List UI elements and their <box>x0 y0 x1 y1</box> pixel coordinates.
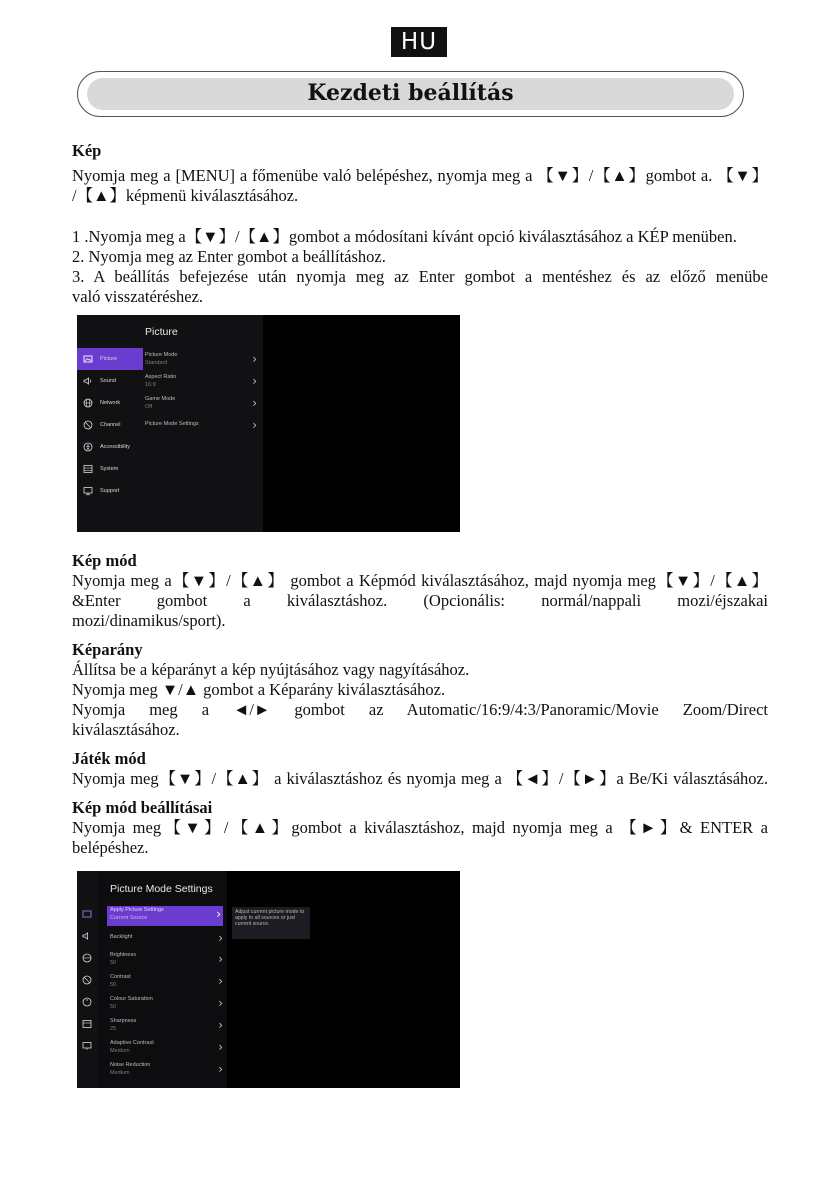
option-game-mode[interactable] <box>145 395 257 413</box>
chevron-right-icon: › <box>218 1018 223 1032</box>
paragraph-line: &Enter gombot a kiválasztáshoz. (Opcionális: normál/nappali mozi/éjszakai <box>72 591 768 610</box>
step-2: 2. Nyomja meg az Enter gombot a beállításhoz. <box>72 247 386 266</box>
paragraph-line: belépéshez. <box>72 838 149 857</box>
language-badge: HU <box>391 27 447 57</box>
option-value: 25 <box>110 1026 117 1032</box>
title-banner <box>77 71 744 117</box>
nav-item-picture[interactable] <box>77 348 143 370</box>
nav-item-accessibility[interactable] <box>77 436 143 458</box>
paragraph-line: kiválasztásához. <box>72 720 180 739</box>
nav-label: Network <box>100 400 121 406</box>
option-label: Noise Reduction <box>110 1062 151 1068</box>
chevron-right-icon: › <box>218 952 223 966</box>
option-label: Picture Mode <box>145 352 178 358</box>
option-value: Off <box>145 404 153 410</box>
option-label: Adaptive Contrast <box>110 1040 154 1046</box>
chevron-right-icon: › <box>218 996 223 1010</box>
chevron-right-icon: › <box>252 374 257 388</box>
paragraph-line: Nyomja meg a【▼】/【▲】 gombot a Képmód kiválasztásához, majd nyomja meg【▼】/【▲】 <box>72 571 768 590</box>
option-value: Medium <box>110 1070 130 1076</box>
chevron-right-icon: › <box>218 931 223 945</box>
accessibility-icon <box>77 997 97 1007</box>
chevron-right-icon: › <box>216 907 221 921</box>
nav-label: Accessibility <box>100 444 130 450</box>
nav-item-system[interactable] <box>77 458 143 480</box>
tv-menu-screenshot-picture <box>77 315 460 532</box>
option-brightness[interactable] <box>110 951 223 969</box>
section-heading: Kép mód beállításai <box>72 798 213 817</box>
option-label: Aspect Ratio <box>145 374 177 380</box>
option-label: Picture Mode Settings <box>145 421 199 427</box>
section-heading: Kép mód <box>72 551 137 570</box>
option-colour-saturation[interactable] <box>110 995 223 1013</box>
section-aspect-ratio <box>72 640 768 740</box>
section-picture-mode-settings <box>72 798 768 858</box>
chevron-right-icon: › <box>218 1062 223 1076</box>
option-noise-reduction[interactable] <box>110 1061 223 1079</box>
paragraph-line: Nyomja meg【▼】/【▲】 a kiválasztáshoz és nyomja meg a 【◄】/【►】a Be/Ki választásához. <box>72 769 768 788</box>
menu-title: Picture Mode Settings <box>110 883 213 895</box>
globe-icon <box>83 398 93 408</box>
section-heading: Játék mód <box>72 749 146 768</box>
option-label: Colour Saturation <box>110 996 153 1002</box>
speaker-icon <box>77 931 97 941</box>
option-description: Adjust current picture mode to apply to all sources or just current source. <box>232 907 310 939</box>
option-label: Backlight <box>110 934 133 940</box>
option-picture-mode-settings[interactable] <box>145 420 257 432</box>
nav-label: Sound <box>100 378 116 384</box>
chevron-right-icon: › <box>218 974 223 988</box>
paragraph-line: Állítsa be a képarányt a kép nyújtásához vagy nagyításához. <box>72 660 470 679</box>
option-value: 50 <box>110 960 117 966</box>
option-value: 16:9 <box>145 382 156 388</box>
option-aspect-ratio[interactable] <box>145 373 257 391</box>
paragraph-line: Nyomja meg【▼】/【▲】gombot a kiválasztáshoz, majd nyomja meg a 【►】& ENTER a <box>72 818 768 837</box>
nav-label: Channel <box>100 422 121 428</box>
option-contrast[interactable] <box>110 973 223 991</box>
chevron-right-icon: › <box>218 1040 223 1054</box>
option-value: 50 <box>110 1004 117 1010</box>
paragraph-line: /【▲】képmenü kiválasztásához. <box>72 186 299 205</box>
nav-item-channel[interactable] <box>77 414 143 436</box>
section-picture-mode <box>72 551 768 631</box>
nav-item-network[interactable] <box>77 392 143 414</box>
option-sharpness[interactable] <box>110 1017 223 1035</box>
option-value: Current Source <box>110 915 148 921</box>
nav-label: System <box>100 466 119 472</box>
nav-item-sound[interactable] <box>77 370 143 392</box>
option-apply-picture-settings[interactable] <box>107 906 223 926</box>
option-value: 50 <box>110 982 117 988</box>
option-value: Standard <box>145 360 168 366</box>
paragraph-line: Nyomja meg a [MENU] a főmenübe való belépéshez, nyomja meg a 【▼】/【▲】gombot a. 【▼】 <box>72 166 768 185</box>
section-heading: Képarány <box>72 640 143 659</box>
option-label: Contrast <box>110 974 131 980</box>
paragraph-line: Nyomja meg ▼/▲ gombot a Képarány kiválasztásához. <box>72 680 446 699</box>
step-3-cont: való visszatéréshez. <box>72 287 204 306</box>
speaker-icon <box>83 376 93 386</box>
support-icon <box>83 486 93 496</box>
option-value: Medium <box>110 1048 130 1054</box>
section-picture <box>72 141 768 307</box>
chevron-right-icon: › <box>252 352 257 366</box>
chevron-right-icon: › <box>252 396 257 410</box>
page-title: Kezdeti beállítás <box>87 78 734 110</box>
system-icon <box>77 1019 97 1029</box>
paragraph-line: mozi/dinamikus/sport). <box>72 611 226 630</box>
paragraph-line: Nyomja meg a ◄/► gombot az Automatic/16:9/4:3/Panoramic/Movie Zoom/Direct <box>72 700 768 719</box>
option-label: Game Mode <box>145 396 176 402</box>
step-3: 3. A beállítás befejezése után nyomja meg az Enter gombot a mentéshez és az előző menübe <box>72 267 768 286</box>
section-game-mode <box>72 749 768 789</box>
nav-item-support[interactable] <box>77 480 143 502</box>
accessibility-icon <box>83 442 93 452</box>
tv-menu-screenshot-picture-mode-settings <box>77 871 460 1088</box>
option-label: Apply Picture Settings <box>110 907 164 913</box>
menu-title: Picture <box>145 326 178 338</box>
support-icon <box>77 1041 97 1051</box>
step-1: 1 .Nyomja meg a【▼】/【▲】gombot a módosítani kívánt opció kiválasztásához a KÉP menüben. <box>72 227 737 246</box>
nav-label: Picture <box>100 356 118 362</box>
option-adaptive-contrast[interactable] <box>110 1039 223 1057</box>
option-label: Sharpness <box>110 1018 137 1024</box>
section-heading: Kép <box>72 141 102 160</box>
option-backlight[interactable] <box>110 933 223 945</box>
globe-icon <box>77 953 97 963</box>
system-icon <box>83 464 93 474</box>
option-label: Brightness <box>110 952 136 958</box>
chevron-right-icon: › <box>252 418 257 432</box>
channel-icon <box>83 420 93 430</box>
channel-icon <box>77 975 97 985</box>
picture-icon <box>77 909 97 919</box>
nav-label: Support <box>100 488 120 494</box>
option-picture-mode[interactable] <box>145 351 257 369</box>
picture-icon <box>83 354 93 364</box>
